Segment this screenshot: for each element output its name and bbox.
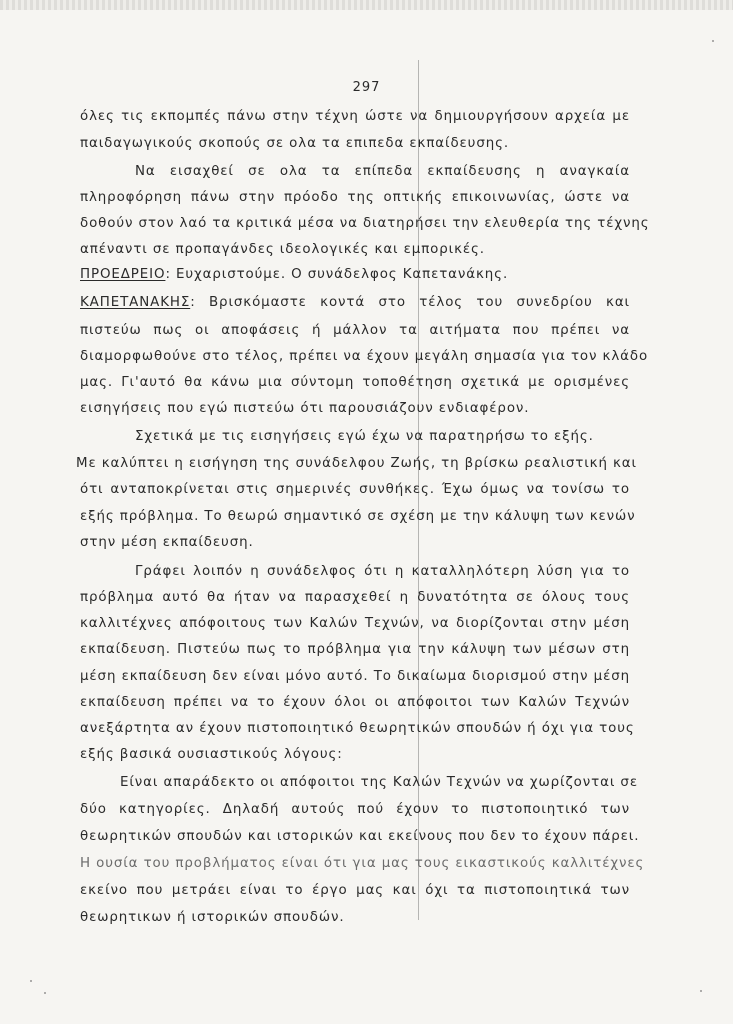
text-line: Γράφει λοιπόν η συνάδελφος ότι η καταλληλότερη λύση για το [135, 564, 630, 579]
page-number: 297 [352, 80, 381, 95]
text-line: εξής πρόβλημα. Το θεωρώ σημαντικό σε σχέση με την κάλυψη των κενών [80, 509, 636, 524]
text-line: μας. Γι'αυτό θα κάνω μια σύντομη τοποθέτηση σχετικά με ορισμένες [80, 375, 630, 390]
text-line: απέναντι σε προπαγάνδες ιδεολογικές και εμπορικές. [80, 242, 485, 257]
text-line: πληροφόρηση πάνω στην πρόοδο της οπτικής επικοινωνίας, ώστε να [80, 190, 630, 205]
text-line: παιδαγωγικούς σκοπούς σε ολα τα επιπεδα εκπαίδευσης. [80, 136, 510, 151]
text-line: θεωρητικων ή ιστορικών σπουδών. [80, 910, 345, 925]
scan-top-edge [0, 0, 733, 10]
speaker-line [80, 294, 630, 312]
text-line: πρόβλημα αυτό θα ήταν να παρασχεθεί η δυνατότητα σε όλους τους [80, 590, 630, 605]
text-line: θεωρητικών σπουδών και ιστορικών και εκείνους που δεν το έχουν πάρει. [80, 829, 640, 844]
scan-speck [712, 40, 714, 42]
text-line: εισηγήσεις που εγώ πιστεύω ότι παρουσιάζουν ενδιαφέρον. [80, 401, 530, 416]
text-line: όλες τις εκπομπές πάνω στην τέχνη ώστε να δημιουργήσουν αρχεία με [80, 109, 630, 124]
speaker-name: ΠΡΟΕΔΡΕΙΟ [80, 267, 166, 282]
text-line: δοθούν στον λαό τα κριτικά μέσα να διατηρήσει την ελευθερία της τέχνης [80, 216, 650, 231]
text-line: δύο κατηγορίες. Δηλαδή αυτούς πού έχουν το πιστοποιητικό των [80, 802, 630, 817]
text-line: Η ουσία του προβλήματος είναι ότι για μας τους εικαστικούς καλλιτέχνες [80, 856, 645, 871]
text-line: στην μέση εκπαίδευση. [80, 535, 254, 550]
text-line: εκείνο που μετράει είναι το έργο μας και όχι τα πιστοποιητικά των [80, 883, 630, 898]
text-line: καλλιτέχνες απόφοιτους των Καλών Τεχνών, να διορίζονται στην μέση [80, 616, 630, 631]
text-line: εξής βασικά ουσιαστικούς λόγους: [80, 747, 343, 762]
text-line: Είναι απαράδεκτο οι απόφοιτοι της Καλών Τεχνών να χωρίζονται σε [120, 775, 638, 790]
scan-speck [30, 980, 32, 982]
speaker-text: : Βρισκόμαστε κοντά στο τέλος του συνεδρίου και [190, 295, 630, 310]
text-line: εκπαίδευση πρέπει να το έχουν όλοι οι απόφοιτοι των Καλών Τεχνών [80, 695, 630, 710]
speaker-name: ΚΑΠΕΤΑΝΑΚΗΣ [80, 295, 191, 310]
speaker-line [80, 266, 630, 284]
text-line: ανεξάρτητα αν έχουν πιστοποιητικό θεωρητικών σπουδών ή όχι για τους [80, 721, 635, 736]
scan-speck [44, 992, 46, 994]
speaker-text: : Ευχαριστούμε. Ο συνάδελφος Καπετανάκης. [165, 267, 509, 282]
text-line: Να εισαχθεί σε ολα τα επίπεδα εκπαίδευσης η αναγκαία [135, 164, 630, 179]
text-line: Σχετικά με τις εισηγήσεις εγώ έχω να παρατηρήσω το εξής. [135, 429, 594, 444]
text-line: Με καλύπτει η εισήγηση της συνάδελφου Ζωής, τη βρίσκω ρεαλιστική και [76, 456, 637, 471]
scan-speck [700, 990, 702, 992]
text-line: πιστεύω πως οι αποφάσεις ή μάλλον τα αιτήματα που πρέπει να [80, 323, 630, 338]
text-line: ότι ανταποκρίνεται στις σημερινές συνθήκες. Έχω όμως να τονίσω το [80, 482, 630, 497]
text-line: μέση εκπαίδευση δεν είναι μόνο αυτό. Το δικαίωμα διορισμού στην μέση [80, 669, 630, 684]
text-line: εκπαίδευση. Πιστεύω πως το πρόβλημα για την κάλυψη των μέσων στη [80, 642, 630, 657]
text-line: διαμορφωθούνε στο τέλος, πρέπει να έχουν μεγάλη σημασία για τον κλάδο [80, 349, 649, 364]
